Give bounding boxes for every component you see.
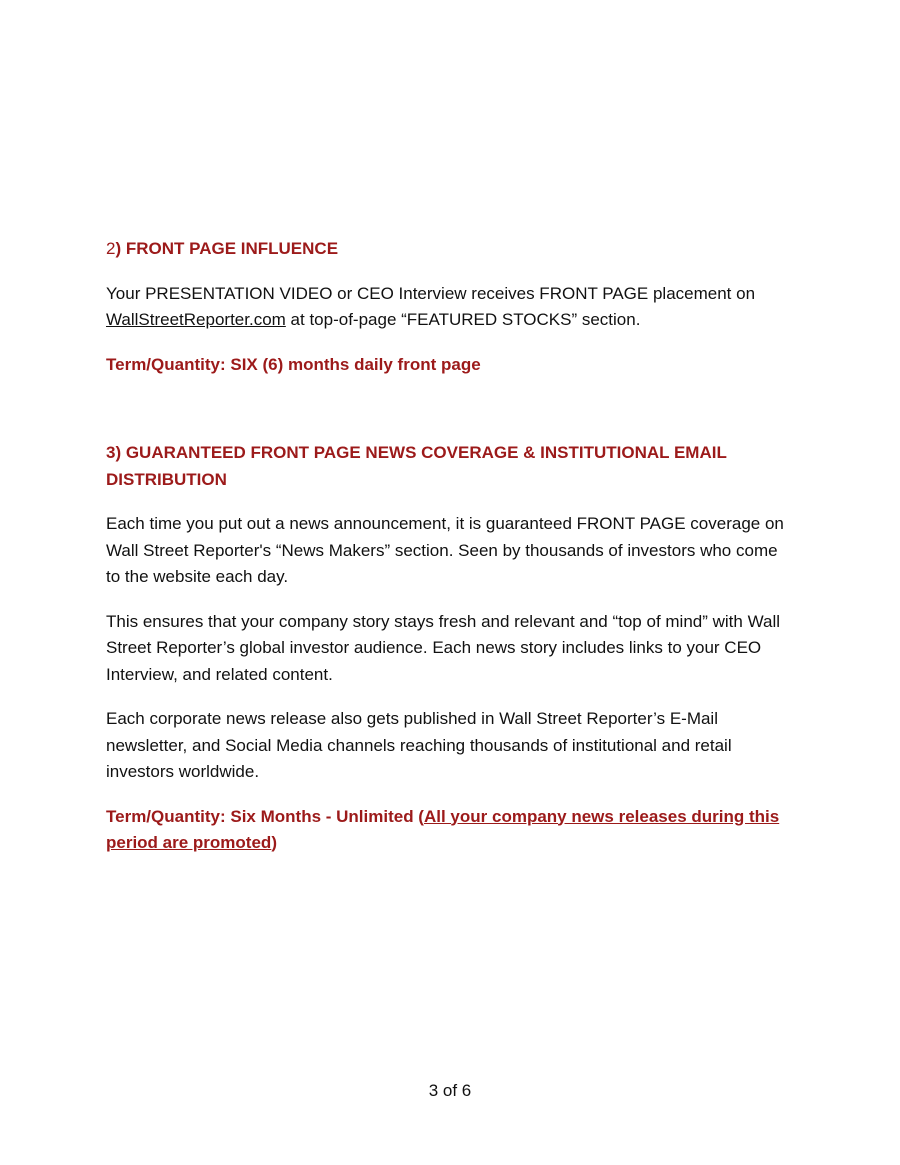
section-3-heading: 3) GUARANTEED FRONT PAGE NEWS COVERAGE & INSTITUTIONAL EMAIL DISTRIBUTION — [106, 443, 727, 489]
section-3-paragraph-3: Each corporate news release also gets published in Wall Street Reporter’s E-Mail newsletter, and Social Media channels reaching thousands of institutional and retail investors worldwide. — [106, 709, 732, 781]
wallstreetreporter-link[interactable]: WallStreetReporter.com — [106, 310, 286, 329]
section-3-term-underlined: All your company news releases during this period are promoted — [106, 806, 780, 852]
page-number: 3 of 6 — [428, 1081, 472, 1100]
section-3-term-prefix: Term/Quantity: Six Months - Unlimited ( — [106, 806, 424, 826]
page-content — [106, 236, 796, 857]
section-2-term: Term/Quantity: SIX (6) months daily front page — [106, 354, 481, 374]
section-3-paragraph-2: This ensures that your company story stays fresh and relevant and “top of mind” with Wall Street Reporter’s global investor audience. Each news story includes links to your CEO Interview, and related content. — [106, 611, 780, 684]
section-3-term — [106, 804, 796, 857]
section-3-term-suffix: ) — [271, 833, 277, 852]
section-2-heading — [106, 236, 796, 263]
section-2-title: ) FRONT PAGE INFLUENCE — [115, 239, 339, 258]
section-2-body-start: Your PRESENTATION VIDEO or CEO Interview receives FRONT PAGE placement on — [106, 283, 756, 303]
section-2-body — [106, 281, 796, 334]
section-3-paragraph-1: Each time you put out a news announcement, it is guaranteed FRONT PAGE coverage on Wall Street Reporter's “News Makers” section. Seen by thousands of investors who come to the website each day. — [106, 514, 784, 586]
section-2-body-end: at top-of-page “FEATURED STOCKS” section. — [285, 310, 641, 329]
section-2-number: 2 — [106, 239, 116, 258]
